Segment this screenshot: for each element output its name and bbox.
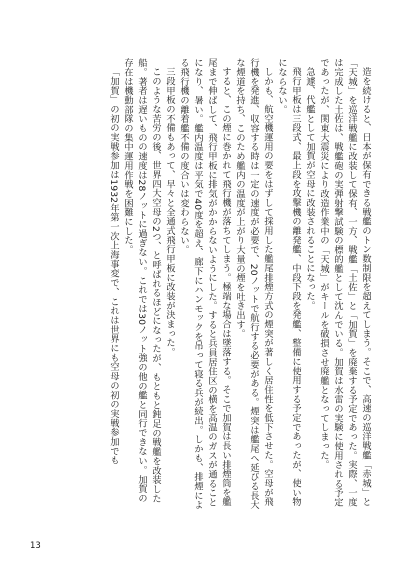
paragraph: 飛行甲板は三段式、最上段を攻撃機の離発艦、中段下段を発艦、整備に使用する予定であったが、使い物にならない。 [276,58,301,507]
paragraph: 「加賀」の初の実戦参加は1932年第一次上海事変で、これは世界にも空母の初の実戦参加でも [108,67,119,466]
vertical-text-body [28,58,372,510]
paragraph: すると、この煙に巻かれて飛行機が落ちてしまう。極端な場合は墜落する。そこで加賀は長い排煙筒を艦尾まで伸ばして、飛行甲板に排気がかからないようにした。すると兵員居住区の横を高温のガスが通ることになり、暑い。艦内温度は平気で40度を超え、廊下にハンモックを吊って寝る兵が続出。しかも、排煙による飛行機の離着艦不備の度合いは変わらない。 [178,58,231,510]
paragraph: 造を続けると、日本が保有できる戦艦のトン数制限を超えてしまう。そこで、高速の巡洋戦艦「赤城」と「天城」を巡洋戦艦に改装して保有、一方、戦艦「土佐」と「加賀」を廃棄する予定であった。実際、一度は完成した土佐は、戦艦砲の実弾射撃試験の標的艦として沈んでいる。加賀は水雷の実験に使用される予定であったが、関東大震災により改造作業中の「天城」がキールを破損させ廃艦となってしまった。 [318,58,371,507]
paragraph: 急遽、代艦として加賀が空母に改装されることになった。 [304,67,315,311]
paragraph: しかも、航空機運用の要をはずして採用した艦尾排煙方式の煙突が著しく居住性を低下させた。空母が飛行機を発進、収容する時は一定の速度が必要で、20ノットで航行する必要がある。煙突は艦尾へ延びる長大な煙道を持ち、このため艦内の温度が上がり大量の煙を吐き出す。 [234,58,273,510]
paragraph: 三段甲板の不備もあって、早々と全通式飛行甲板に改装が決まった。 [164,67,175,358]
paragraph: このような苦労の後、世界四大空母の2つ、と呼ばれるほどになったが、もともと鈍足の戦艦を改装した船。著者は遅いものの速度は28ノットに過ぎない。これでは30ノット強の他の艦と同行できない。加賀の存在は機動部隊の集中運用作戦を困難にした。 [122,58,161,504]
page-number: 13 [30,541,41,551]
